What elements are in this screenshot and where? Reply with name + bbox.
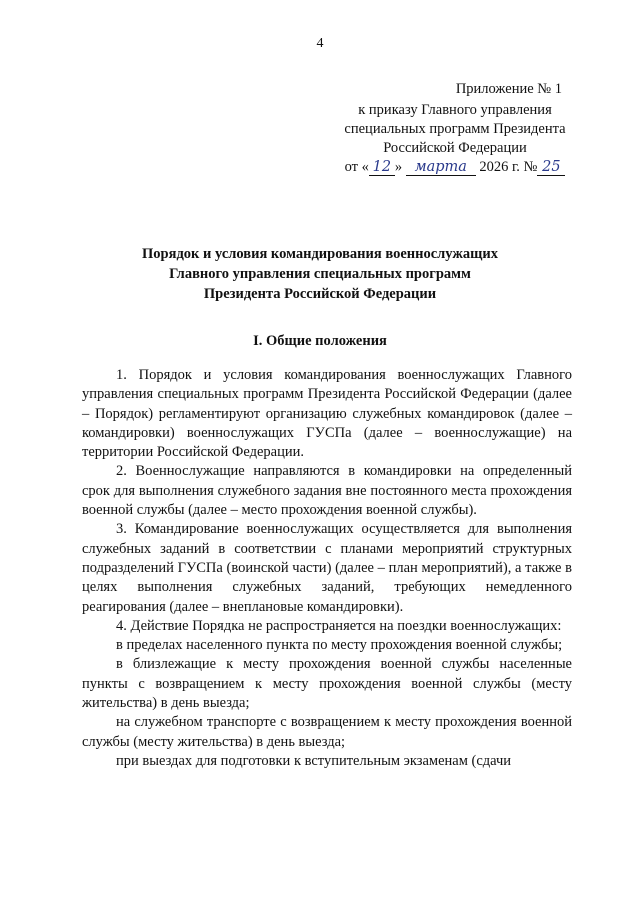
body-text xyxy=(82,366,572,771)
appendix-title: Приложение № 1 xyxy=(455,81,562,97)
paragraph: 1. Порядок и условия командирования военнослужащих Главного управления специальных программ Президента Российской Федерации (далее – Порядок) регламентируют организацию служебных командировок (далее – командировки) военнослужащих ГУСПа (далее – военнослужащие) на территории Российской Федерации. xyxy=(82,367,572,461)
document-title-line: Порядок и условия командирования военнослужащих xyxy=(142,246,498,262)
appendix-date xyxy=(330,158,580,177)
handwritten-month: марта xyxy=(406,159,476,176)
date-prefix: от « xyxy=(344,159,369,175)
paragraph: 4. Действие Порядка не распространяется на поездки военнослужащих: xyxy=(116,617,562,634)
appendix-line: Российской Федерации xyxy=(383,140,527,156)
paragraph: в близлежащие к месту прохождения военной службы населенные пункты с возвращением к месту прохождения военной службы (месту жительства) в день выезда; xyxy=(82,656,572,712)
handwritten-number: 25 xyxy=(537,159,565,176)
paragraph: 2. Военнослужащие направляются в командировки на определенный срок для выполнения служебного задания вне постоянного места прохождения военной службы (далее – место прохождения военной службы). xyxy=(82,463,572,519)
paragraph: на служебном транспорте с возвращением к месту прохождения военной службы (месту жительства) в день выезда; xyxy=(82,714,572,750)
paragraph: 3. Командирование военнослужащих осуществляется для выполнения служебных заданий в соответствии с планами мероприятий структурных подразделений ГУСПа (воинской части) (далее – план мероприятий), а также в целях выполнения служебных заданий, требующих немедленного реагирования (далее – внеплановые командировки). xyxy=(82,521,572,615)
appendix-block xyxy=(330,80,580,177)
date-mid: » xyxy=(394,159,403,175)
paragraph: при выездах для подготовки к вступительным экзаменам (сдачи xyxy=(116,752,512,769)
appendix-line: к приказу Главного управления xyxy=(358,102,552,118)
document-title xyxy=(80,244,560,304)
page-number: 4 xyxy=(316,36,324,51)
document-title-line: Президента Российской Федерации xyxy=(203,286,437,302)
date-year: 2026 г. № xyxy=(479,159,538,175)
document-title-line: Главного управления специальных программ xyxy=(169,266,471,282)
appendix-line: специальных программ Президента xyxy=(344,121,566,137)
section-title: I. Общие положения xyxy=(253,333,387,349)
paragraph: в пределах населенного пункта по месту прохождения военной службы; xyxy=(116,637,563,654)
handwritten-day: 12 xyxy=(369,159,395,176)
